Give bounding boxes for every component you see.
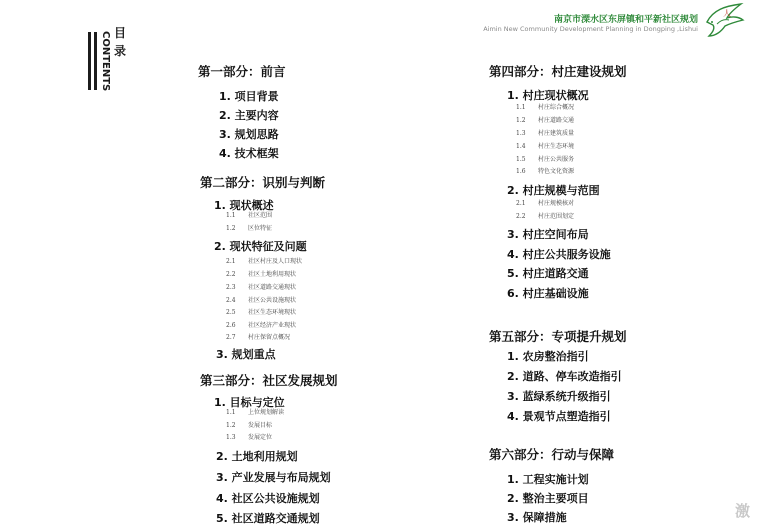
title-bar <box>94 32 97 90</box>
toc-subitem[interactable]: 1.2 发展目标 <box>226 422 273 429</box>
toc-subitem[interactable]: 1.3 发展定位 <box>226 434 273 441</box>
toc-subitem[interactable]: 2.6 社区经济产业现状 <box>226 322 297 329</box>
toc-item[interactable]: 1. 工程实施计划 <box>507 473 589 486</box>
toc-subitem[interactable]: 2.4 社区公共设施现状 <box>226 297 297 304</box>
toc-item[interactable]: 6. 村庄基础设施 <box>507 287 589 300</box>
toc-item[interactable]: 3. 蓝绿系统升级指引 <box>507 390 611 403</box>
toc-item[interactable]: 4. 村庄公共服务设施 <box>507 248 611 261</box>
toc-item[interactable]: 1. 农房整治指引 <box>507 350 589 363</box>
toc-item[interactable]: 4. 景观节点塑造指引 <box>507 410 611 423</box>
toc-subitem[interactable]: 1.6 特色文化资源 <box>516 168 575 175</box>
toc-item[interactable]: 3. 保障措施 <box>507 511 567 524</box>
toc-item[interactable]: 1. 村庄现状概况 <box>507 89 589 102</box>
part-3-title: 第三部分：社区发展规划 <box>200 373 338 388</box>
toc-subitem[interactable]: 2.3 社区道路交通现状 <box>226 284 297 291</box>
toc-subitem[interactable]: 2.2 社区土地利用现状 <box>226 271 297 278</box>
toc-item[interactable]: 1. 项目背景 <box>219 90 279 103</box>
title-bar <box>88 32 91 90</box>
project-title-en: Aimin New Community Development Planning in Dongping ,Lishui <box>483 25 698 33</box>
toc-item[interactable]: 1. 现状概述 <box>214 199 274 212</box>
toc-item[interactable]: 2. 村庄规模与范围 <box>507 184 600 197</box>
toc-item[interactable]: 2. 现状特征及问题 <box>214 240 307 253</box>
toc-subitem[interactable]: 1.1 上位规划解读 <box>226 409 285 416</box>
toc-item[interactable]: 3. 规划重点 <box>216 348 276 361</box>
toc-item[interactable]: 2. 土地利用规划 <box>216 450 298 463</box>
toc-subitem[interactable]: 1.4 村庄生态环境 <box>516 143 575 150</box>
part-4-title: 第四部分：村庄建设规划 <box>489 64 627 79</box>
toc-subitem[interactable]: 1.1 村庄综合概况 <box>516 104 575 111</box>
toc-item[interactable]: 3. 产业发展与布局规划 <box>216 471 331 484</box>
toc-item[interactable]: 5. 社区道路交通规划 <box>216 512 320 525</box>
project-title-cn: 南京市溧水区东屏镇和平新社区规划 <box>553 15 698 25</box>
toc-item[interactable]: 4. 社区公共设施规划 <box>216 492 320 505</box>
toc-subitem[interactable]: 1.2 村庄道路交通 <box>516 117 575 124</box>
toc-subitem[interactable]: 1.1 社区范围 <box>226 212 273 219</box>
contents-title-en: CONTENTS <box>100 31 111 92</box>
toc-item[interactable]: 5. 村庄道路交通 <box>507 267 589 280</box>
part-5-title: 第五部分：专项提升规划 <box>489 329 627 344</box>
toc-item[interactable]: 2. 整治主要项目 <box>507 492 589 505</box>
watermark: 激 <box>735 502 751 520</box>
toc-item[interactable]: 1. 目标与定位 <box>214 396 285 409</box>
toc-item[interactable]: 2. 主要内容 <box>219 109 279 122</box>
contents-title-cn: 目录 <box>113 26 126 58</box>
toc-subitem[interactable]: 2.7 村庄保留点概况 <box>226 334 291 341</box>
toc-subitem[interactable]: 2.1 社区村庄及人口现状 <box>226 258 303 265</box>
toc-item[interactable]: 4. 技术框架 <box>219 147 279 160</box>
svg-text:人: 人 <box>723 9 731 18</box>
toc-item[interactable]: 3. 村庄空间布局 <box>507 228 589 241</box>
part-1-title: 第一部分：前言 <box>198 64 286 79</box>
dove-logo-icon <box>703 2 745 38</box>
toc-item[interactable]: 2. 道路、停车改造指引 <box>507 370 622 383</box>
toc-subitem[interactable]: 1.3 村庄建筑质量 <box>516 130 575 137</box>
toc-subitem[interactable]: 1.2 区位特征 <box>226 225 273 232</box>
part-6-title: 第六部分：行动与保障 <box>489 447 615 462</box>
toc-subitem[interactable]: 1.5 村庄公共服务 <box>516 156 575 163</box>
toc-item[interactable]: 3. 规划思路 <box>219 128 279 141</box>
part-2-title: 第二部分：识别与判断 <box>200 175 326 190</box>
toc-subitem[interactable]: 2.5 社区生态环境现状 <box>226 309 297 316</box>
toc-subitem[interactable]: 2.1 村庄规模核对 <box>516 200 575 207</box>
toc-subitem[interactable]: 2.2 村庄范围划定 <box>516 213 575 220</box>
